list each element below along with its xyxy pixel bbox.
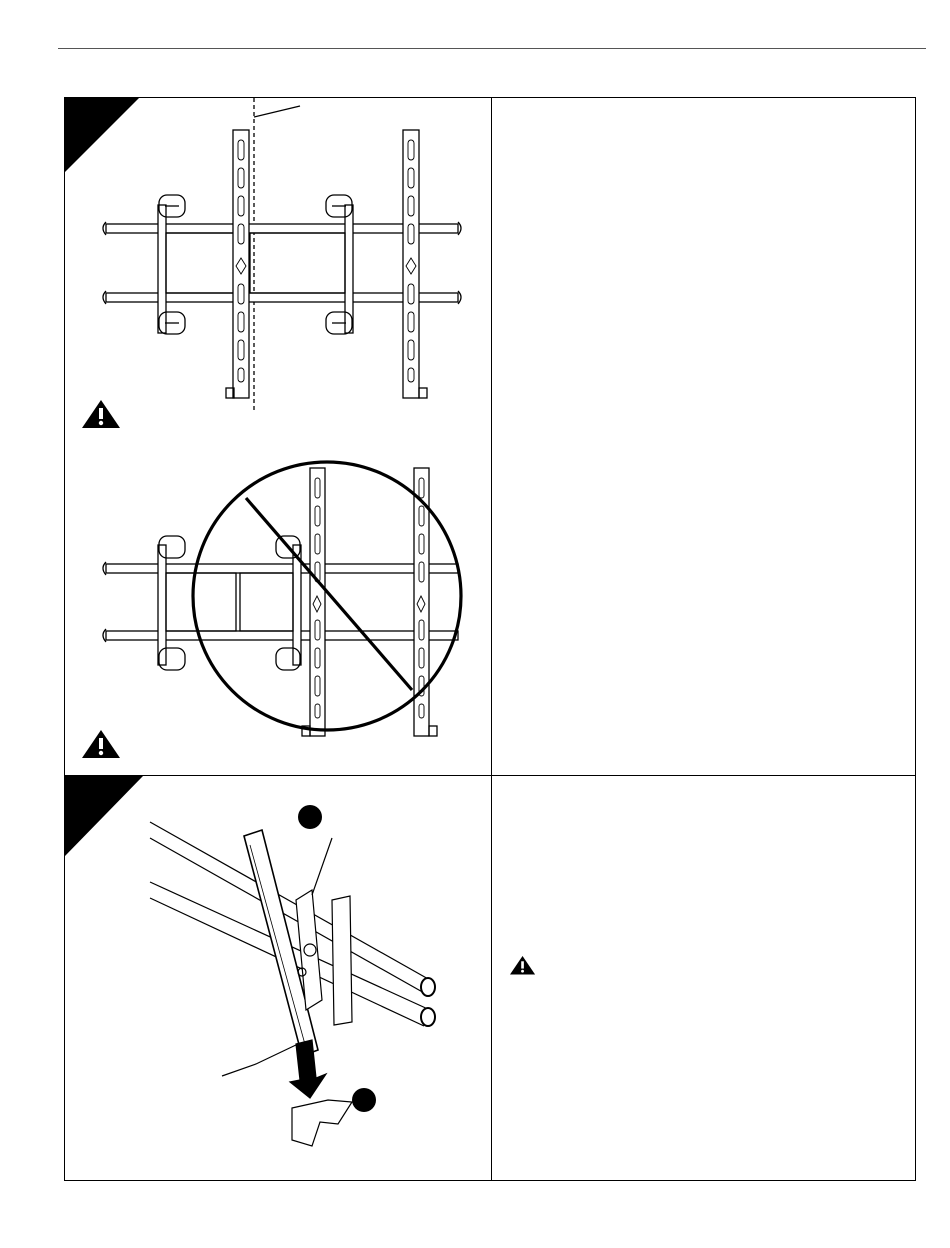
step-1-badge [65, 98, 139, 172]
callout-2-marker [352, 1088, 376, 1112]
upright-slots-bottom [313, 478, 425, 718]
warning-triangle-icon [510, 956, 535, 974]
callout-1-marker [298, 805, 322, 829]
warning-triangle-icon [82, 730, 120, 758]
incorrect-placement-figure [103, 462, 461, 736]
upright-slots-top [236, 140, 416, 382]
warning-triangle-icon [82, 400, 120, 428]
tilt-bracket-figure [150, 822, 435, 1146]
step-2-badge [65, 776, 143, 856]
correct-placement-figure [103, 98, 461, 410]
